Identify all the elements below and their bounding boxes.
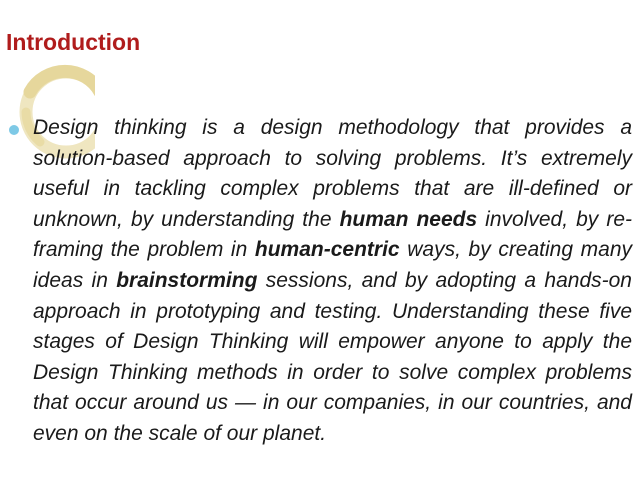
body-text-segment: Design thinking is a design methodology that provides a solution-based approach to solving problems. It’s extremely useful in tackling complex problems that are ill-defined or unknown, by understanding the — [33, 116, 632, 231]
body-text-segment: ways, by creating many ideas in — [33, 238, 632, 292]
emphasis-human-needs: human needs — [339, 207, 478, 231]
emphasis-brainstorming: brainstorming — [116, 268, 258, 292]
body-text-segment: sessions, and by adopting a hands-on approach in prototyping and testing. Understanding these five stages of Design Thinking will empower anyone to apply the Design Thinking methods in order to solve complex problems that occur around us — in our companies, in our countries, and even on the scale of our planet. — [33, 268, 632, 445]
body-paragraph — [33, 113, 632, 450]
slide-title: Introduction — [6, 29, 141, 55]
emphasis-human-centric: human-centric — [254, 238, 400, 262]
round-bullet-icon — [9, 125, 19, 135]
body-text-segment: involved, by re-framing the problem in — [33, 207, 632, 262]
